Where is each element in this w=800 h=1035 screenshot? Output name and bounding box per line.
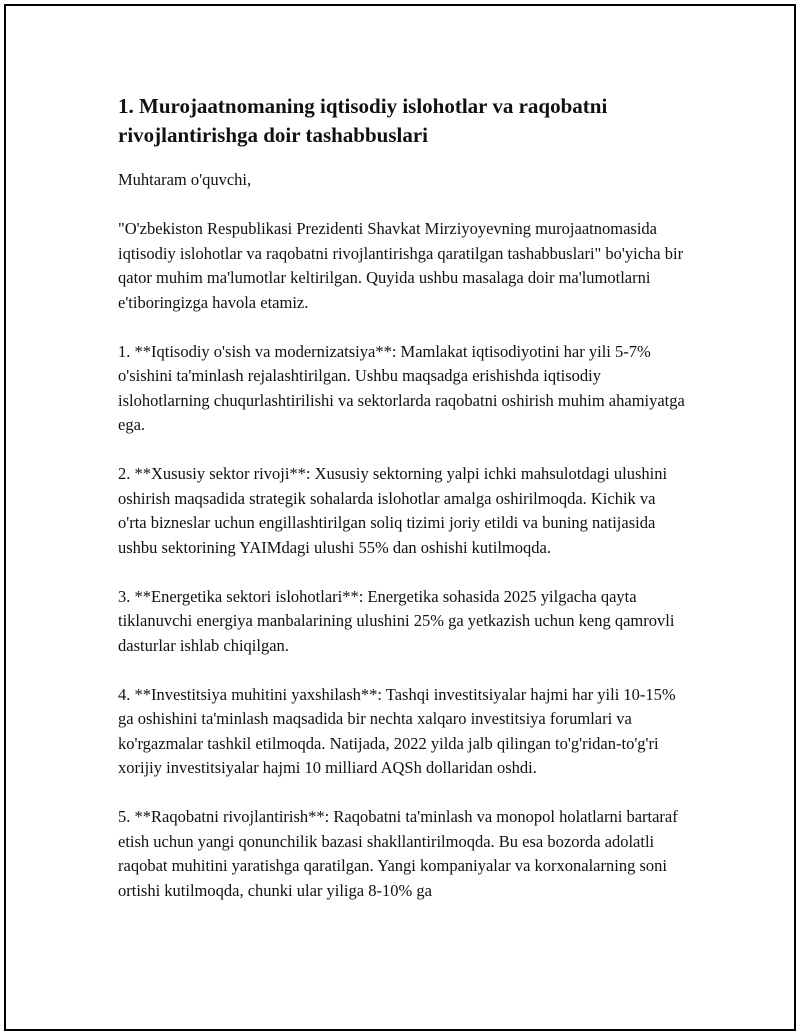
intro-paragraph: "O'zbekiston Respublikasi Prezidenti Shavkat Mirziyoyevning murojaatnomasida iqtisodiy islohotlar va raqobatni rivojlantirishga qaratilgan tashabbuslari" bo'yicha bir qator muhim ma'lumotlar keltirilgan. Quyida ushbu masalaga doir ma'lumotlarni e'tiboringizga havola etamiz. [118,219,684,312]
list-item-competition: 5. **Raqobatni rivojlantirish**: Raqobatni ta'minlash va monopol holatlarni bartaraf etish uchun yangi qonunchilik bazasi shakllantirilmoqda. Bu esa bozorda adolatli raqobat muhitini yaratishga qaratilgan. Yangi kompaniyalar va korxonalarning soni ortishi kutilmoqda, chunki ular yiliga 8-10% ga [118,807,678,900]
list-item-investment-climate: 4. **Investitsiya muhitini yaxshilash**: Tashqi investitsiyalar hajmi har yili 10-15% ga oshishini ta'minlash maqsadida bir nechta xalqaro investitsiya forumlari va ko'rgazmalar tashkil etilmoqda. Natijada, 2022 yilda jalb qilingan to'g'ridan-to'g'ri xorijiy investitsiyalar hajmi 10 milliard AQSh dollaridan oshdi. [118,684,676,777]
document-body [118,92,688,903]
greeting: Muhtaram o'quvchi, [118,170,252,189]
list-item-economic-growth: 1. **Iqtisodiy o'sish va modernizatsiya**: Mamlakat iqtisodiyotini har yili 5-7% o'sishini ta'minlash rejalashtirilgan. Ushbu maqsadga erishishda iqtisodiy islohotlarning chuqurlashtirilishi va sektorlarda raqobatni oshirish muhim ahamiyatga ega. [118,341,685,434]
list-item-energy-sector: 3. **Energetika sektori islohotlari**: Energetika sohasida 2025 yilgacha qayta tiklanuvchi energiya manbalarining ulushini 25% ga yetkazish uchun keng qamrovli dasturlar ishlab chiqilgan. [118,586,675,655]
list-item-private-sector: 2. **Xususiy sektor rivoji**: Xususiy sektorning yalpi ichki mahsulotdagi ulushini oshirish maqsadida strategik sohalarda islohotlar amalga oshirilmoqda. Kichik va o'rta bizneslar uchun engillashtirilgan soliq tizimi joriy etildi va buning natijasida ushbu sektorining YAIMdagi ulushi 55% dan oshishi kutilmoqda. [118,464,668,557]
document-title: 1. Murojaatnomaning iqtisodiy islohotlar va raqobatni rivojlantirishga doir tashabbuslari [118,94,608,147]
